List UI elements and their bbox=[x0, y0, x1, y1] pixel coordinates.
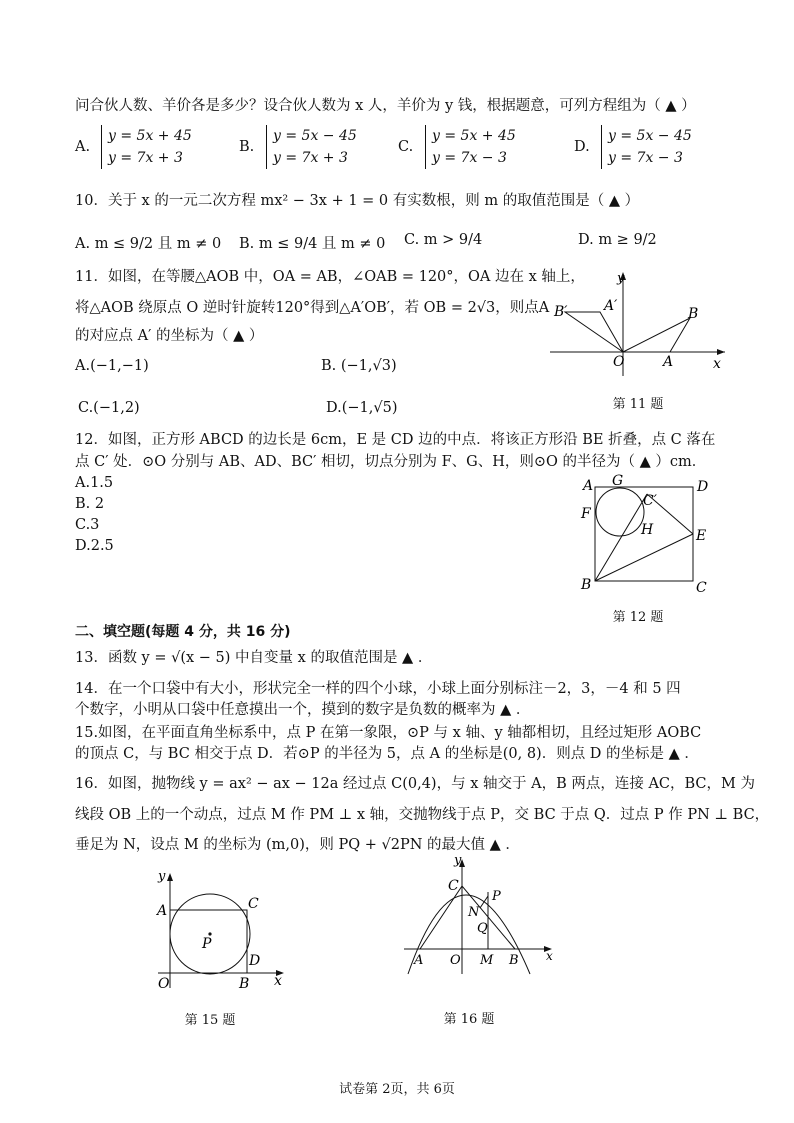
q12-label-c: C bbox=[696, 580, 707, 596]
q16-label-p: P bbox=[492, 889, 501, 904]
q12-label-g: G bbox=[612, 473, 624, 489]
q12-option-c: C.3 bbox=[75, 517, 100, 533]
q9-option-b-system bbox=[266, 125, 357, 169]
q11-line1: 11．如图，在等腰△AOB 中，OA = AB，∠OAB = 120°，OA 边在 x 轴上， bbox=[75, 269, 585, 285]
q11-figure bbox=[545, 268, 735, 380]
q15-label-c: C bbox=[248, 896, 259, 912]
q12-label-c-prime: C′ bbox=[643, 493, 657, 509]
q9-b-eq2: y = 7x + 3 bbox=[273, 150, 348, 166]
q9-option-d-label: D. bbox=[574, 139, 590, 155]
q11-label-y: y bbox=[617, 271, 625, 286]
q9-option-a-system bbox=[101, 125, 192, 169]
q12-label-e: E bbox=[696, 528, 707, 544]
q10-option-c: C. m > 9/4 bbox=[404, 232, 483, 248]
q16-label-c: C bbox=[448, 878, 459, 894]
q11-option-d: D.(−1,√5) bbox=[326, 400, 398, 416]
q15-line1: 15.如图，在平面直角坐标系中，点 P 在第一象限，⊙P 与 x 轴、y 轴都相切，且经过矩形 AOBC bbox=[75, 725, 702, 741]
q16-line2: 线段 OB 上的一个动点，过点 M 作 PM ⊥ x 轴，交抛物线于点 P，交 BC 于点 Q．过点 P 作 PN ⊥ BC， bbox=[75, 807, 770, 823]
q12-label-a: A bbox=[583, 478, 594, 494]
q12-line2: 点 C′ 处．⊙O 分别与 AB、AD、BC′ 相切，切点分别为 F、G、H，则⊙O 的半径为（ ▲ ）cm． bbox=[75, 454, 707, 470]
q11-line2: 将△AOB 绕原点 O 逆时针旋转120°得到△A′OB′，若 OB = 2√3，则点A bbox=[75, 300, 550, 316]
q16-label-o: O bbox=[450, 953, 461, 968]
q16-label-m: M bbox=[480, 953, 494, 968]
q12-label-b: B bbox=[581, 577, 592, 593]
q10-option-d: D. m ≥ 9/2 bbox=[578, 232, 657, 248]
q16-label-n: N bbox=[468, 905, 480, 920]
q9-c-eq1: y = 5x + 45 bbox=[432, 128, 516, 144]
q11-line3: 的对应点 A′ 的坐标为（ ▲ ） bbox=[75, 328, 264, 344]
q16-label-b: B bbox=[509, 953, 519, 968]
q11-triangle-aob bbox=[623, 318, 690, 352]
q9-option-b-label: B. bbox=[239, 139, 255, 155]
q14-line2: 个数字，小明从口袋中任意摸出一个，摸到的数字是负数的概率为 ▲ ． bbox=[75, 702, 531, 718]
q15-label-y: y bbox=[158, 869, 166, 884]
q9-option-a-label: A. bbox=[75, 139, 91, 155]
q16-line-pn bbox=[480, 896, 488, 908]
q16-figure bbox=[400, 856, 560, 976]
q15-figure bbox=[150, 868, 290, 998]
q15-label-d: D bbox=[249, 953, 261, 969]
q15-label-b: B bbox=[239, 976, 250, 992]
q11-option-b: B. (−1,√3) bbox=[321, 358, 397, 374]
q15-label-p: P bbox=[202, 936, 212, 952]
q12-option-b: B. 2 bbox=[75, 496, 105, 512]
q11-caption: 第 11 题 bbox=[612, 397, 664, 412]
q12-fold-line-be bbox=[595, 534, 693, 581]
q12-option-a: A.1.5 bbox=[75, 475, 114, 491]
q15-label-a: A bbox=[157, 903, 168, 919]
q11-label-x: x bbox=[713, 356, 721, 372]
q12-option-d: D.2.5 bbox=[75, 538, 114, 554]
q12-label-h: H bbox=[641, 522, 654, 538]
q11-triangle-a1ob1 bbox=[565, 312, 623, 352]
q9-a-eq1: y = 5x + 45 bbox=[108, 128, 192, 144]
q14-line1: 14．在一个口袋中有大小，形状完全一样的四个小球，小球上面分别标注－2，3，－4 和 5 四 bbox=[75, 681, 681, 697]
q15-line2: 的顶点 C，与 BC 相交于点 D．若⊙P 的半径为 5，点 A 的坐标是(0, 8)．则点 D 的坐标是 ▲ ． bbox=[75, 746, 699, 762]
q12-label-f: F bbox=[581, 506, 591, 522]
q10-stem: 10．关于 x 的一元二次方程 mx² − 3x + 1 = 0 有实数根，则 m 的取值范围是（ ▲ ） bbox=[75, 193, 640, 209]
q15-y-arrow-icon bbox=[167, 873, 173, 881]
q16-label-a: A bbox=[414, 953, 424, 968]
q16-caption: 第 16 题 bbox=[443, 1012, 495, 1027]
q15-caption: 第 15 题 bbox=[184, 1013, 236, 1028]
q16-line1: 16．如图，抛物线 y = ax² − ax − 12a 经过点 C(0,4)，与 x 轴交于 A，B 两点，连接 AC，BC，M 为 bbox=[75, 776, 755, 792]
q11-label-a: A bbox=[663, 354, 674, 370]
q12-line-bc1 bbox=[595, 494, 647, 581]
q9-c-eq2: y = 7x − 3 bbox=[432, 150, 507, 166]
q12-label-d: D bbox=[697, 479, 709, 495]
q11-label-o: O bbox=[613, 354, 625, 370]
q10-option-b: B. m ≤ 9/4 且 m ≠ 0 bbox=[239, 236, 386, 252]
q16-label-y: y bbox=[454, 856, 462, 868]
q9-option-c-label: C. bbox=[398, 139, 414, 155]
section-2-title: 二、填空题(每题 4 分，共 16 分) bbox=[75, 624, 291, 640]
q9-a-eq2: y = 7x + 3 bbox=[108, 150, 183, 166]
page-footer: 试卷第 2页，共 6页 bbox=[339, 1082, 455, 1097]
q15-label-x: x bbox=[274, 973, 282, 989]
q11-x-arrow-icon bbox=[717, 349, 725, 355]
q9-d-eq2: y = 7x − 3 bbox=[608, 150, 683, 166]
q11-label-a-prime: A′ bbox=[604, 298, 618, 314]
q11-option-c: C.(−1,2) bbox=[78, 400, 140, 416]
q11-label-b: B bbox=[688, 306, 699, 322]
q16-line3: 垂足为 N，设点 M 的坐标为 (m,0)，则 PQ + √2PN 的最大值 ▲ ． bbox=[75, 837, 520, 853]
q9-b-eq1: y = 5x − 45 bbox=[273, 128, 357, 144]
q12-caption: 第 12 题 bbox=[612, 610, 664, 625]
q9-option-c-system bbox=[425, 125, 516, 169]
q16-label-x: x bbox=[546, 949, 553, 963]
q15-label-o: O bbox=[158, 976, 170, 992]
q16-label-q: Q bbox=[477, 921, 488, 936]
q16-line-ac bbox=[420, 886, 462, 949]
q9-stem: 问合伙人数、羊价各是多少？设合伙人数为 x 人，羊价为 y 钱，根据题意，可列方程组为（ ▲ ） bbox=[75, 98, 696, 114]
q9-option-d-system bbox=[601, 125, 692, 169]
q13: 13．函数 y = √(x − 5) 中自变量 x 的取值范围是 ▲ ． bbox=[75, 650, 433, 666]
q9-d-eq1: y = 5x − 45 bbox=[608, 128, 692, 144]
q12-figure bbox=[575, 472, 725, 596]
q11-option-a: A.(−1,−1) bbox=[75, 358, 149, 374]
q11-label-b-prime: B′ bbox=[554, 304, 568, 320]
q12-line1: 12．如图，正方形 ABCD 的边长是 6cm，E 是 CD 边的中点．将该正方形沿 BE 折叠，点 C 落在 bbox=[75, 432, 716, 448]
q10-option-a: A. m ≤ 9/2 且 m ≠ 0 bbox=[75, 236, 222, 252]
